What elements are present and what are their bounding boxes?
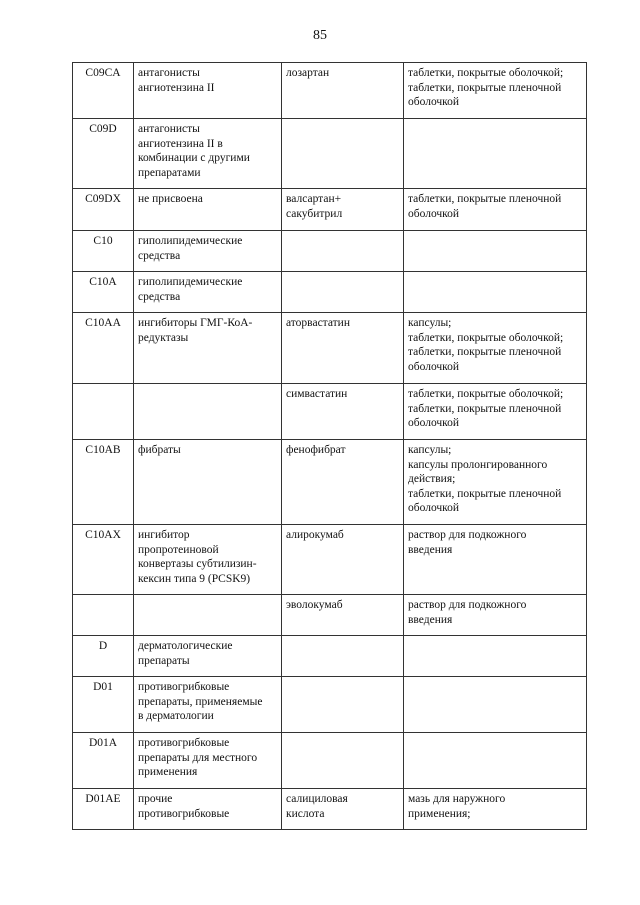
table-row (73, 63, 587, 119)
dosage-form-cell (404, 595, 587, 636)
dosage-form-cell (404, 440, 587, 525)
table-row (73, 384, 587, 440)
dosage-form-cell-line: таблетки, покрытые оболочкой; (408, 67, 564, 79)
group-name-cell-line: ингибиторы ГМГ-КоА- (138, 317, 253, 329)
medication-table (72, 62, 587, 830)
group-name-cell (134, 189, 282, 231)
atc-code-cell: D01 (73, 677, 134, 733)
group-name-cell-line: средства (138, 290, 181, 303)
group-name-cell (134, 272, 282, 313)
dosage-form-cell-line: таблетки, покрытые пленочной (408, 402, 562, 415)
table-row (73, 440, 587, 525)
page-number: 85 (313, 28, 327, 43)
group-name-cell-line: ангиотензина II в (138, 137, 223, 150)
drug-name-cell-line: сакубитрил (286, 207, 343, 220)
group-name-cell-line: средства (138, 249, 181, 262)
dosage-form-cell (404, 119, 587, 189)
group-name-cell (134, 595, 282, 636)
drug-name-cell (282, 189, 404, 231)
dosage-form-cell-line: действия; (408, 473, 456, 486)
dosage-form-cell-line: оболочкой (408, 417, 460, 430)
group-name-cell-line: фибраты (138, 444, 181, 456)
dosage-form-cell-line: таблетки, покрытые пленочной (408, 193, 562, 205)
group-name-cell-line: антагонисты (138, 67, 200, 79)
dosage-form-cell-line: таблетки, покрытые оболочкой; (408, 331, 564, 344)
drug-name-cell (282, 733, 404, 789)
group-name-cell-line: дерматологические (138, 640, 233, 652)
group-name-cell (134, 525, 282, 595)
dosage-form-cell-line: оболочкой (408, 502, 460, 515)
atc-code-cell: C09CA (73, 63, 134, 119)
table-row (73, 636, 587, 677)
atc-code-cell (73, 595, 134, 636)
group-name-cell-line: гиполипидемические (138, 235, 243, 247)
dosage-form-cell (404, 733, 587, 789)
group-name-cell-line: комбинации с другими (138, 152, 250, 165)
drug-name-cell (282, 789, 404, 830)
atc-code-cell (73, 384, 134, 440)
dosage-form-cell-line: введения (408, 613, 453, 626)
group-name-cell-line: конвертазы субтилизин- (138, 558, 257, 571)
dosage-form-cell (404, 525, 587, 595)
dosage-form-cell (404, 677, 587, 733)
dosage-form-cell-line: оболочкой (408, 207, 460, 220)
drug-name-cell-line: фенофибрат (286, 444, 346, 456)
drug-name-cell-line: аторвастатин (286, 317, 350, 329)
dosage-form-cell-line: введения (408, 543, 453, 556)
group-name-cell (134, 231, 282, 272)
group-name-cell (134, 636, 282, 677)
atc-code-cell: D01A (73, 733, 134, 789)
drug-name-cell-line: лозартан (286, 67, 330, 79)
drug-name-cell (282, 63, 404, 119)
table-row (73, 231, 587, 272)
group-name-cell (134, 313, 282, 384)
atc-code-cell: D01AE (73, 789, 134, 830)
drug-name-cell-line: салициловая (286, 793, 348, 805)
group-name-cell (134, 63, 282, 119)
atc-code-cell: C10AB (73, 440, 134, 525)
group-name-cell-line: редуктазы (138, 331, 189, 344)
dosage-form-cell (404, 189, 587, 231)
group-name-cell-line: кексин типа 9 (PCSK9) (138, 572, 251, 585)
table-row (73, 595, 587, 636)
group-name-cell-line: препаратами (138, 166, 201, 179)
atc-code-cell: C09D (73, 119, 134, 189)
drug-name-cell (282, 677, 404, 733)
dosage-form-cell-line: мазь для наружного (408, 793, 506, 805)
dosage-form-cell (404, 313, 587, 384)
group-name-cell-line: антагонисты (138, 123, 200, 135)
dosage-form-cell-line: таблетки, покрытые оболочкой; (408, 388, 564, 400)
dosage-form-cell-line: таблетки, покрытые пленочной (408, 346, 562, 359)
group-name-cell (134, 119, 282, 189)
group-name-cell-line: ингибитор (138, 529, 190, 541)
atc-code-cell: C09DX (73, 189, 134, 231)
drug-name-cell (282, 525, 404, 595)
atc-code-cell: D (73, 636, 134, 677)
drug-name-cell-line: кислота (286, 807, 325, 820)
table-row (73, 189, 587, 231)
group-name-cell-line: гиполипидемические (138, 276, 243, 288)
group-name-cell-line: препараты, применяемые (138, 695, 263, 708)
group-name-cell-line: не присвоена (138, 193, 203, 205)
table-row (73, 525, 587, 595)
dosage-form-cell-line: раствор для подкожного (408, 529, 527, 541)
table-row (73, 272, 587, 313)
drug-name-cell (282, 119, 404, 189)
drug-name-cell (282, 231, 404, 272)
group-name-cell (134, 384, 282, 440)
dosage-form-cell-line: раствор для подкожного (408, 599, 527, 611)
table-row (73, 789, 587, 830)
dosage-form-cell (404, 272, 587, 313)
table-row (73, 313, 587, 384)
dosage-form-cell (404, 636, 587, 677)
atc-code-cell: C10AA (73, 313, 134, 384)
group-name-cell-line: противогрибковые (138, 737, 230, 749)
group-name-cell-line: препараты (138, 654, 190, 667)
dosage-form-cell (404, 63, 587, 119)
group-name-cell-line: противогрибковые (138, 681, 230, 693)
table-row (73, 733, 587, 789)
group-name-cell-line: пропротеиновой (138, 543, 219, 556)
drug-name-cell (282, 384, 404, 440)
group-name-cell-line: применения (138, 766, 198, 779)
dosage-form-cell-line: капсулы; (408, 444, 452, 456)
dosage-form-cell-line: оболочкой (408, 360, 460, 373)
group-name-cell-line: противогрибковые (138, 807, 230, 820)
atc-code-cell: C10AX (73, 525, 134, 595)
group-name-cell-line: ангиотензина II (138, 81, 215, 94)
group-name-cell-line: препараты для местного (138, 751, 258, 764)
group-name-cell (134, 789, 282, 830)
atc-code-cell: C10 (73, 231, 134, 272)
table-row (73, 119, 587, 189)
dosage-form-cell (404, 789, 587, 830)
dosage-form-cell-line: капсулы; (408, 317, 452, 329)
dosage-form-cell-line: применения; (408, 807, 471, 820)
group-name-cell-line: в дерматологии (138, 710, 214, 723)
dosage-form-cell-line: оболочкой (408, 96, 460, 109)
table-row (73, 677, 587, 733)
drug-name-cell (282, 272, 404, 313)
group-name-cell (134, 440, 282, 525)
dosage-form-cell (404, 231, 587, 272)
group-name-cell-line: прочие (138, 793, 173, 805)
dosage-form-cell-line: таблетки, покрытые пленочной (408, 81, 562, 94)
dosage-form-cell-line: капсулы пролонгированного (408, 458, 548, 471)
group-name-cell (134, 677, 282, 733)
drug-name-cell-line: валсартан+ (286, 193, 342, 205)
dosage-form-cell-line: таблетки, покрытые пленочной (408, 487, 562, 500)
drug-name-cell-line: алирокумаб (286, 529, 344, 541)
dosage-form-cell (404, 384, 587, 440)
drug-name-cell (282, 595, 404, 636)
table-body (73, 63, 587, 830)
drug-name-cell (282, 313, 404, 384)
atc-code-cell: C10A (73, 272, 134, 313)
drug-name-cell (282, 636, 404, 677)
group-name-cell (134, 733, 282, 789)
drug-name-cell (282, 440, 404, 525)
drug-name-cell-line: симвастатин (286, 388, 348, 400)
drug-name-cell-line: эволокумаб (286, 599, 343, 611)
